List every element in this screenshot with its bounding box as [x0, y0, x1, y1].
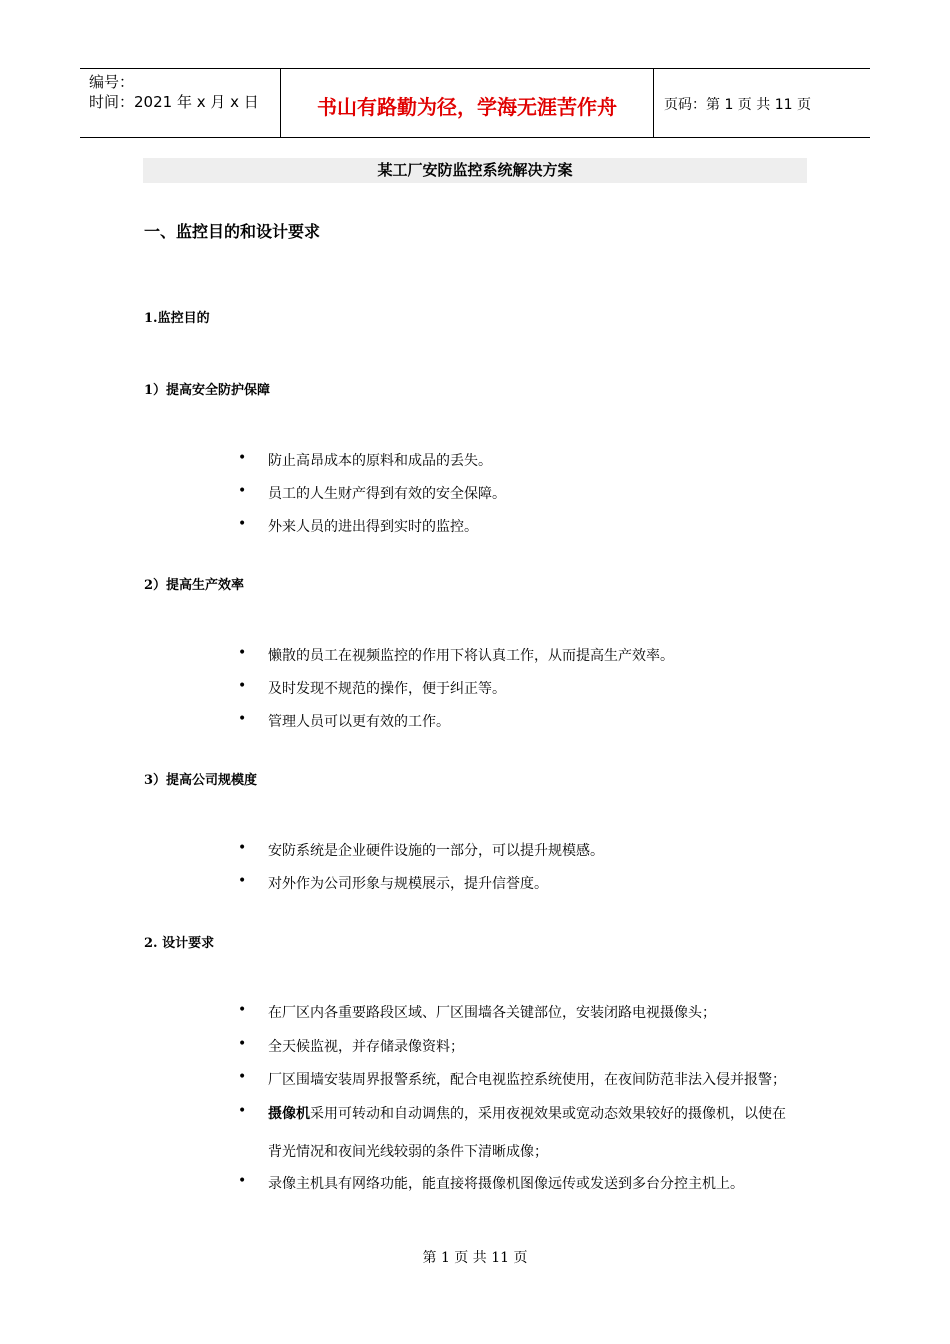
bullet-icon: •	[238, 711, 247, 727]
document-title: 某工厂安防监控系统解决方案	[143, 158, 807, 183]
list-item-text: 全天候监视，并存储录像资料；	[268, 1039, 464, 1055]
list-item-text: 外来人员的进出得到实时的监控。	[268, 519, 478, 535]
header-table	[80, 68, 870, 138]
bullet-icon: •	[238, 1069, 247, 1085]
bullet-icon: •	[238, 450, 247, 466]
list-item-text: 防止高昂成本的原料和成品的丢失。	[268, 453, 492, 469]
list-item-text: 管理人员可以更有效的工作。	[268, 714, 450, 730]
point-heading: 1）提高安全防护保障	[144, 383, 271, 398]
list-item-text: 及时发现不规范的操作，便于纠正等。	[268, 681, 506, 697]
bullet-icon: •	[238, 645, 247, 661]
header-info-cell	[80, 69, 281, 137]
list-item-text: 员工的人生财产得到有效的安全保障。	[268, 486, 506, 502]
bullet-icon: •	[238, 1173, 247, 1189]
bullet-icon: •	[238, 516, 247, 532]
subsection-heading: 2. 设计要求	[144, 936, 215, 951]
list-item-bold: 摄像机	[268, 1106, 310, 1122]
bullet-icon: •	[238, 678, 247, 694]
subsection-heading: 1.监控目的	[144, 311, 210, 326]
bullet-icon: •	[238, 873, 247, 889]
list-item-text: 录像主机具有网络功能，能直接将摄像机图像远传或发送到多台分控主机上。	[268, 1176, 744, 1192]
motto: 书山有路勤为径，学海无涯苦作舟	[317, 95, 617, 119]
list-item-text: 懒散的员工在视频监控的作用下将认真工作，从而提高生产效率。	[268, 648, 674, 664]
list-item-text: 安防系统是企业硬件设施的一部分，可以提升规模感。	[268, 843, 604, 859]
header-motto-cell	[281, 69, 654, 137]
time-label: 时间：2021 年 x 月 x 日	[89, 93, 259, 111]
bullet-icon: •	[238, 483, 247, 499]
list-item-text	[268, 1103, 786, 1123]
page-info: 页码：第 1 页 共 11 页	[664, 97, 811, 113]
header-page-cell	[654, 69, 870, 137]
bullet-icon: •	[238, 1002, 247, 1018]
page-footer: 第 1 页 共 11 页	[422, 1250, 528, 1266]
list-item-text: 在厂区内各重要路段区域、厂区围墙各关键部位，安装闭路电视摄像头；	[268, 1005, 716, 1021]
list-item-continuation: 背光情况和夜间光线较弱的条件下清晰成像；	[268, 1144, 548, 1160]
bullet-icon: •	[238, 1103, 247, 1119]
list-item-text: 厂区围墙安装周界报警系统，配合电视监控系统使用，在夜间防范非法入侵并报警；	[268, 1072, 786, 1088]
point-heading: 2）提高生产效率	[144, 578, 245, 593]
bullet-icon: •	[238, 840, 247, 856]
list-item-rest: 采用可转动和自动调焦的，采用夜视效果或宽动态效果较好的摄像机，以使在	[310, 1106, 786, 1122]
bullet-icon: •	[238, 1036, 247, 1052]
section-heading: 一、监控目的和设计要求	[144, 222, 321, 241]
point-heading: 3）提高公司规模度	[144, 773, 258, 788]
number-label: 编号：	[89, 73, 135, 91]
list-item-text: 对外作为公司形象与规模展示，提升信誉度。	[268, 876, 548, 892]
